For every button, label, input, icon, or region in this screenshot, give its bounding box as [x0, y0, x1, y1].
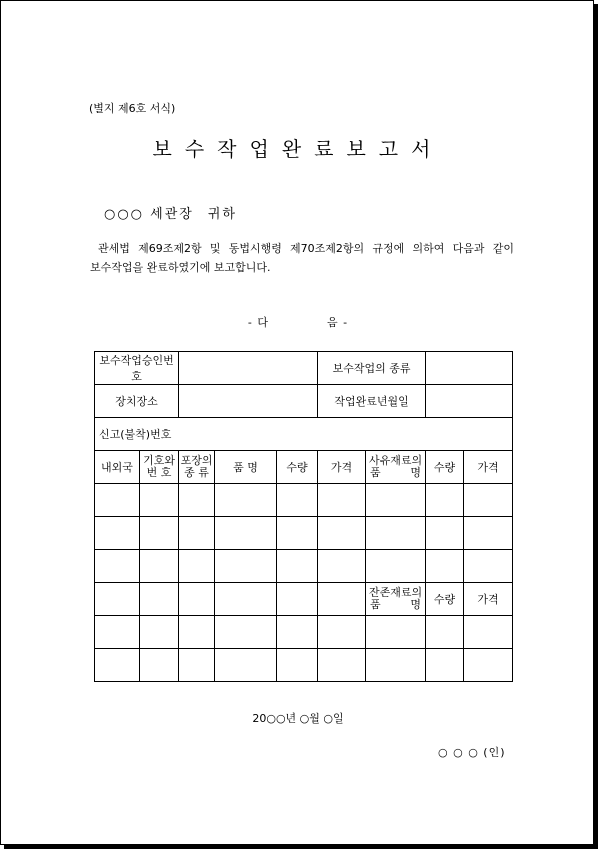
table-cell[interactable]	[277, 550, 318, 583]
table-row	[95, 550, 513, 583]
note-right: 음 -	[327, 316, 349, 329]
location-value[interactable]	[179, 385, 318, 418]
table-cell[interactable]	[426, 649, 464, 682]
table-cell[interactable]	[95, 484, 140, 517]
note-left: - 다	[247, 316, 269, 329]
col-remain-item	[366, 583, 426, 616]
report-table	[94, 351, 513, 682]
body-line-1: 관세법 제69조제2항 및 동법시행령 제70조제2항의 규정에 의하여 다음과 같이	[98, 242, 514, 255]
table-row	[95, 517, 513, 550]
col-domestic: 내외국	[95, 451, 140, 484]
table-cell[interactable]	[464, 649, 513, 682]
work-type-value[interactable]	[426, 352, 513, 385]
table-cell[interactable]	[215, 616, 277, 649]
table-cell[interactable]	[426, 517, 464, 550]
table-row	[95, 616, 513, 649]
table-cell[interactable]	[140, 616, 179, 649]
table-cell[interactable]	[140, 550, 179, 583]
table-cell[interactable]	[277, 517, 318, 550]
col-price: 가격	[318, 451, 366, 484]
page-shadow-right	[594, 4, 598, 849]
col-reason-item-line-2b: 명	[410, 466, 422, 479]
col-remain-item-line-1: 잔존재료의	[368, 586, 423, 599]
addressee	[104, 203, 237, 222]
table-cell[interactable]	[318, 583, 366, 616]
table-cell[interactable]	[179, 550, 215, 583]
annex-label: (별지 제6호 서식)	[89, 102, 176, 115]
addressee-suffix: 귀하	[207, 207, 237, 222]
table-cell[interactable]	[277, 484, 318, 517]
page-shadow-bottom	[4, 845, 598, 849]
table-cell[interactable]	[366, 649, 426, 682]
table-cell[interactable]	[215, 649, 277, 682]
col-package-line-2: 종 류	[184, 466, 209, 479]
table-header-row	[95, 451, 513, 484]
table-cell[interactable]	[215, 484, 277, 517]
col-reason-item-line-2a: 품	[370, 466, 381, 479]
col-remain-item-line-2a: 품	[370, 598, 381, 611]
table-row	[95, 385, 513, 418]
table-row	[95, 649, 513, 682]
col-reason-item	[366, 451, 426, 484]
report-date: 20○○년 ○월 ○일	[252, 712, 344, 725]
col-qty3: 수량	[426, 583, 464, 616]
table-cell[interactable]	[318, 649, 366, 682]
col-package	[179, 451, 215, 484]
col-mark-no	[140, 451, 179, 484]
col-remain-item-line-2b: 명	[410, 598, 422, 611]
document-title: 보수작업완료보고서	[152, 137, 444, 161]
col-package-line-1: 포장의	[180, 454, 213, 467]
table-cell[interactable]	[215, 583, 277, 616]
table-cell[interactable]	[366, 484, 426, 517]
table-cell[interactable]	[277, 616, 318, 649]
table-cell[interactable]	[179, 517, 215, 550]
table-cell[interactable]	[318, 484, 366, 517]
table-cell[interactable]	[179, 583, 215, 616]
table-row	[95, 484, 513, 517]
table-cell[interactable]	[95, 649, 140, 682]
addressee-name: ○○○ 세관장	[104, 207, 194, 222]
col-mark-no-line-1: 기호와	[143, 454, 175, 467]
body-line-2: 보수작업을 완료하였기에 보고합니다.	[90, 261, 271, 274]
table-cell[interactable]	[179, 649, 215, 682]
table-cell[interactable]	[318, 616, 366, 649]
table-cell[interactable]	[464, 550, 513, 583]
table-cell[interactable]	[95, 616, 140, 649]
completion-date-label: 작업완료년월일	[318, 385, 426, 418]
col-item: 품 명	[215, 451, 277, 484]
table-cell[interactable]	[215, 550, 277, 583]
table-cell[interactable]	[277, 649, 318, 682]
table-cell[interactable]	[426, 616, 464, 649]
table-cell[interactable]	[140, 583, 179, 616]
table-row	[95, 352, 513, 385]
col-qty: 수량	[277, 451, 318, 484]
table-cell[interactable]	[179, 484, 215, 517]
table-cell[interactable]	[366, 616, 426, 649]
table-cell[interactable]	[140, 649, 179, 682]
table-cell[interactable]	[464, 616, 513, 649]
signature: ○ ○ ○ (인)	[438, 746, 506, 759]
table-cell[interactable]	[318, 550, 366, 583]
work-type-label: 보수작업의 종류	[318, 352, 426, 385]
col-qty2: 수량	[426, 451, 464, 484]
table-row	[95, 418, 513, 451]
table-cell[interactable]	[426, 550, 464, 583]
declaration-no-label: 신고(불착)번호	[95, 418, 513, 451]
table-cell[interactable]	[140, 517, 179, 550]
table-cell[interactable]	[318, 517, 366, 550]
table-cell[interactable]	[179, 616, 215, 649]
table-cell[interactable]	[426, 484, 464, 517]
note-heading	[1, 314, 595, 330]
col-mark-no-line-2: 번 호	[146, 466, 172, 479]
col-price2: 가격	[464, 451, 513, 484]
col-price3: 가격	[464, 583, 513, 616]
table-cell[interactable]	[215, 517, 277, 550]
table-cell[interactable]	[140, 484, 179, 517]
table-cell[interactable]	[95, 517, 140, 550]
col-reason-item-line-1: 사유재료의	[368, 454, 423, 467]
table-cell[interactable]	[277, 583, 318, 616]
body-text	[90, 239, 514, 277]
table-subheader-row	[95, 583, 513, 616]
table-cell[interactable]	[366, 517, 426, 550]
table-cell[interactable]	[366, 550, 426, 583]
approval-no-label: 보수작업승인번호	[95, 352, 179, 385]
table-cell[interactable]	[95, 583, 140, 616]
table-cell[interactable]	[95, 550, 140, 583]
completion-date-value[interactable]	[426, 385, 513, 418]
location-label: 장치장소	[95, 385, 179, 418]
table-cell[interactable]	[464, 484, 513, 517]
table-cell[interactable]	[464, 517, 513, 550]
approval-no-value[interactable]	[179, 352, 318, 385]
